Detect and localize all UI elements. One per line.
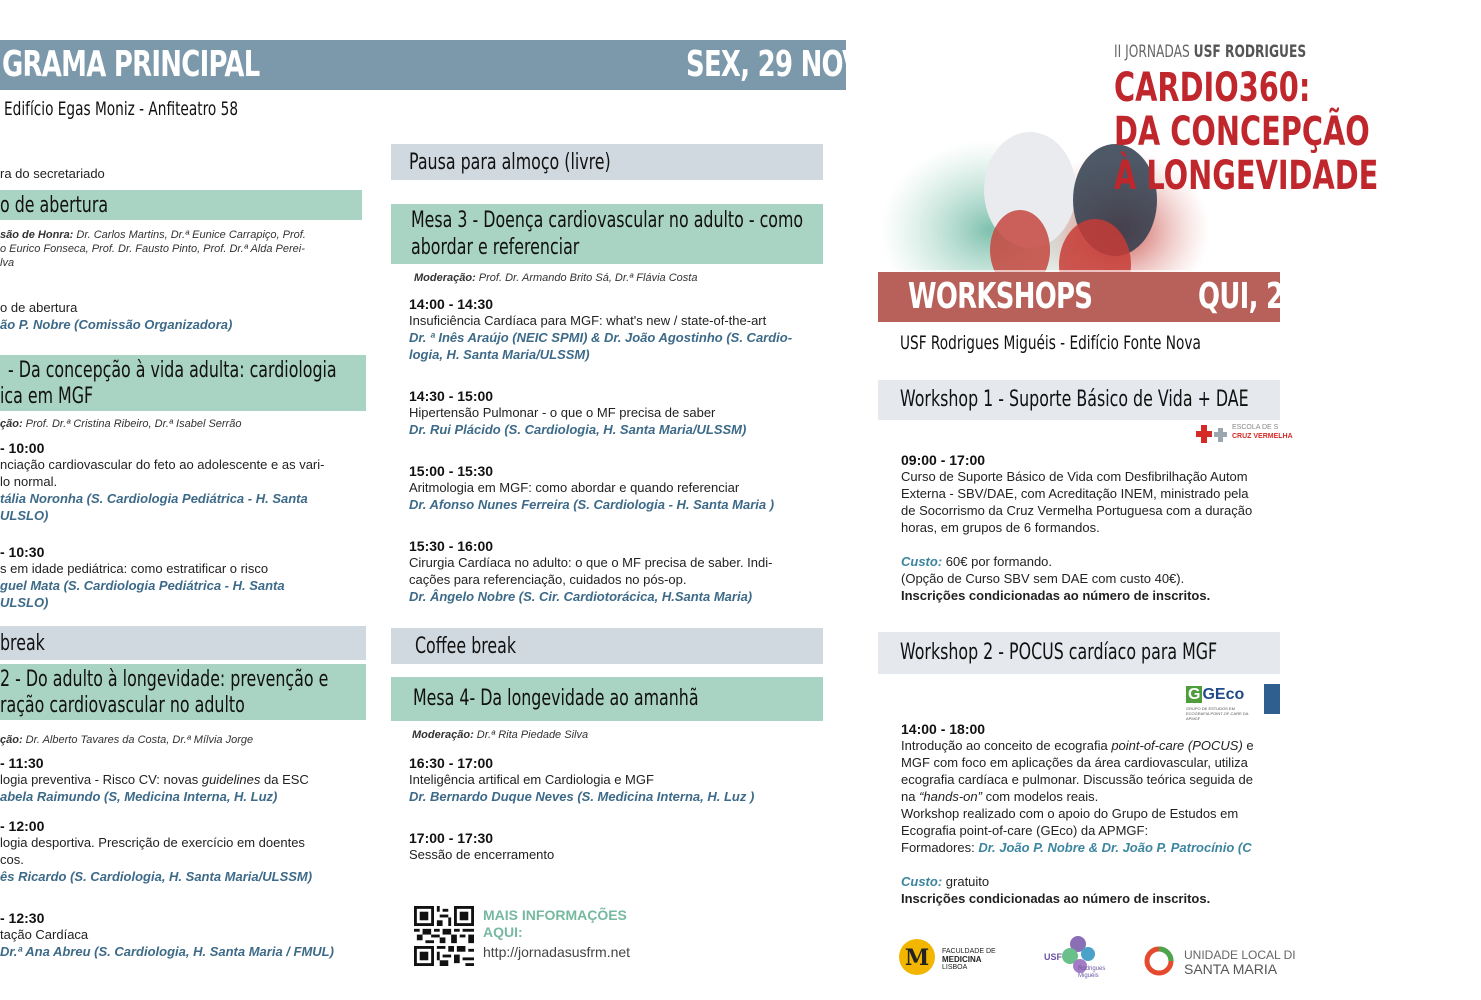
col1-coffee-bar bbox=[0, 626, 366, 660]
red-cross-logo: ESCOLA DE S CRUZ VERMELHA bbox=[1196, 424, 1280, 446]
col2-session-2: 14:30 - 15:00 Hipertensão Pulmonar - o que o MF precisa de saber Dr. Rui Plácido (S. Cardiologia, H. Santa Maria/ULSSM) bbox=[409, 388, 747, 437]
main-program-date: SEX, 29 NOV bbox=[686, 44, 862, 85]
more-info-title: MAIS INFORMAÇÕES bbox=[483, 907, 627, 923]
ws1-bar bbox=[878, 380, 1280, 420]
lunch-bar bbox=[391, 144, 823, 180]
red-cross-icon bbox=[1196, 425, 1232, 445]
ws2-title: Workshop 2 - POCUS cardíaco para MGF bbox=[900, 640, 1218, 665]
col2-coffee-title: Coffee break bbox=[415, 634, 517, 659]
mesa3-bar bbox=[391, 204, 823, 264]
opening-session: o de abertura ão P. Nobre (Comissão Organizadora) bbox=[0, 300, 233, 332]
ws1-details: 09:00 - 17:00 Curso de Suporte Básico de Vida com Desfibrilhação Autom Externa - SBV/DAE, com Acreditação INEM, ministrado pela de Socorrismo da Cruz Vermelha Portuguesa com a duração horas, em grupos de 6 formandos. Custo: 60€ por formando. (Opção de Curso SBV sem DAE com custo 40€). Inscrições condicionadas ao número de inscritos. bbox=[901, 452, 1253, 603]
mesa1-moderation: ção: Prof. Dr.ª Cristina Ribeiro, Dr.ª Isabel Serrão bbox=[0, 418, 242, 430]
col2-session-3: 15:00 - 15:30 Aritmologia em MGF: como abordar e quando referenciar Dr. Afonso Nunes Ferreira (S. Cardiologia - H. Santa Maria ) bbox=[409, 463, 775, 512]
opening-bar bbox=[0, 190, 362, 220]
col1-session-2: - 10:30 s em idade pediátrica: como estratificar o risco guel Mata (S. Cardiologia Pediátrica - H. Santa ULSLO) bbox=[0, 544, 285, 610]
mesa1-title: - Da concepção à vida adulta: cardiologia bbox=[8, 358, 337, 383]
ws1-title: Workshop 1 - Suporte Básico de Vida + DAE bbox=[900, 387, 1249, 412]
ws2-details: 14:00 - 18:00 Introdução ao conceito de ecografia point-of-care (POCUS) e MGF com foco em aplicações da área cardiovascular, utiliza ecografia cardíaca e pulmonar. Discussão teórica seguida de na “hands-on” com modelos reais. Workshop realizado com o apoio do Grupo de Estudos em Ecografia point-of-care (GEco) da APMGF: Formadores: Dr. João P. Nobre & Dr. João P. Patrocínio (C Custo: gratuito Inscrições condicionadas ao número de inscritos. bbox=[901, 721, 1254, 906]
ulssm-icon bbox=[1144, 946, 1174, 976]
col2-session-6: 17:00 - 17:30 Sessão de encerramento bbox=[409, 830, 555, 862]
col2-session-5: 16:30 - 17:00 Inteligência artifical em Cardiologia e MGF Dr. Bernardo Duque Neves (S. Medicina Interna, H. Luz ) bbox=[409, 755, 755, 804]
workshops-title: WORKSHOPS bbox=[908, 276, 1093, 317]
mesa4-moderation: Moderação: Dr.ª Rita Piedade Silva bbox=[412, 729, 589, 741]
col1-coffee-title: break bbox=[0, 631, 45, 656]
main-program-banner bbox=[0, 40, 862, 90]
apmgf-icon bbox=[1264, 684, 1280, 714]
mesa1-title-2: ica em MGF bbox=[0, 384, 94, 409]
mesa2-bar bbox=[0, 664, 366, 720]
more-info-title-2: AQUI: bbox=[483, 924, 523, 940]
mesa2-title: 2 - Do adulto à longevidade: prevenção e bbox=[0, 667, 329, 692]
mesa1-bar bbox=[0, 355, 366, 411]
col1-session-1: - 10:00 nciação cardiovascular do feto ao adolescente e as vari- lo normal. tália Noronha (S. Cardiologia Pediátrica - H. Santa ULSLO) bbox=[0, 440, 325, 523]
workshops-location: USF Rodrigues Miguéis - Edifício Fonte Nova bbox=[900, 332, 1201, 354]
workshops-banner bbox=[878, 272, 1301, 322]
col2-session-4: 15:30 - 16:00 Cirurgia Cardíaca no adulto: o que o MF precisa de saber. Indi- cações para referenciação, cuidados no pós-op. Dr. Ângelo Nobre (S. Cir. Cardiotorácica, H.Santa Maria) bbox=[409, 538, 773, 604]
mesa2-title-2: ração cardiovascular no adulto bbox=[0, 693, 245, 718]
honor-commission: são de Honra: Dr. Carlos Martins, Dr.ª Eunice Carrapiço, Prof. o Eurico Fonseca, Prof. Dr. Fausto Pinto, Prof. Dr.ª Alda Perei- lva bbox=[0, 229, 306, 269]
usf-rm-logo: USF Rodrigues Miguéis bbox=[1040, 934, 1120, 986]
geco-logo: G GEco GRUPO DE ESTUDOS EM ECOGRAFIA POINT-OF-CARE DA APMGF bbox=[1186, 684, 1280, 718]
fmul-logo: M FACULDADE DE MEDICINA LISBOA bbox=[898, 938, 998, 978]
mesa3-moderation: Moderação: Prof. Dr. Armando Brito Sá, Dr.ª Flávia Costa bbox=[414, 272, 698, 284]
main-location: Edifício Egas Moniz - Anfiteatro 58 bbox=[4, 98, 239, 120]
workshops-date: QUI, 28 bbox=[1198, 276, 1301, 317]
col1-session-4: - 12:00 logia desportiva. Prescrição de exercício em doentes cos. ês Ricardo (S. Cardiologia, H. Santa Maria/ULSSM) bbox=[0, 818, 313, 884]
fmul-icon bbox=[898, 938, 936, 976]
mesa3-title-2: abordar e referenciar bbox=[411, 235, 580, 260]
main-program-title: GRAMA PRINCIPAL bbox=[2, 44, 260, 85]
more-info-block bbox=[483, 907, 630, 963]
svg-text:M: M bbox=[904, 945, 930, 971]
lunch-title: Pausa para almoço (livre) bbox=[409, 150, 611, 175]
event-series: II JORNADAS USF RODRIGUES bbox=[1114, 42, 1307, 62]
more-info-url[interactable]: http://jornadasusfrm.net bbox=[483, 944, 631, 960]
mesa4-title: Mesa 4- Da longevidade ao amanhã bbox=[413, 686, 699, 711]
event-headline: CARDIO360: DA CONCEPÇÃO À LONGEVIDADE bbox=[1114, 65, 1379, 199]
col1-session-5: - 12:30 tação Cardíaca Dr.ª Ana Abreu (S. Cardiologia, H. Santa Maria / FMUL) bbox=[0, 910, 334, 959]
mesa3-title: Mesa 3 - Doença cardiovascular no adulto - como bbox=[411, 208, 804, 233]
mesa4-bar bbox=[391, 677, 823, 721]
mesa2-moderation: ção: Dr. Alberto Tavares da Costa, Dr.ª Mílvia Jorge bbox=[0, 734, 254, 746]
col1-session-3: - 11:30 logia preventiva - Risco CV: novas guidelines da ESC abela Raimundo (S, Medicina Interna, H. Luz) bbox=[0, 755, 309, 804]
ulssm-logo: UNIDADE LOCAL DI SANTA MARIA bbox=[1144, 944, 1280, 984]
col2-coffee-bar bbox=[391, 628, 823, 664]
qr-code-icon[interactable] bbox=[414, 906, 474, 966]
col2-session-1: 14:00 - 14:30 Insuficiência Cardíaca para MGF: what's new / state-of-the-art Dr. ª Inês Araújo (NEIC SPMI) & Dr. João Agostinho (S. Cardio- logia, H. Santa Maria/ULSSM) bbox=[409, 296, 793, 362]
secretariat-text: ra do secretariado bbox=[0, 166, 105, 181]
opening-bar-title: o de abertura bbox=[0, 193, 109, 218]
ws2-bar bbox=[878, 632, 1280, 674]
